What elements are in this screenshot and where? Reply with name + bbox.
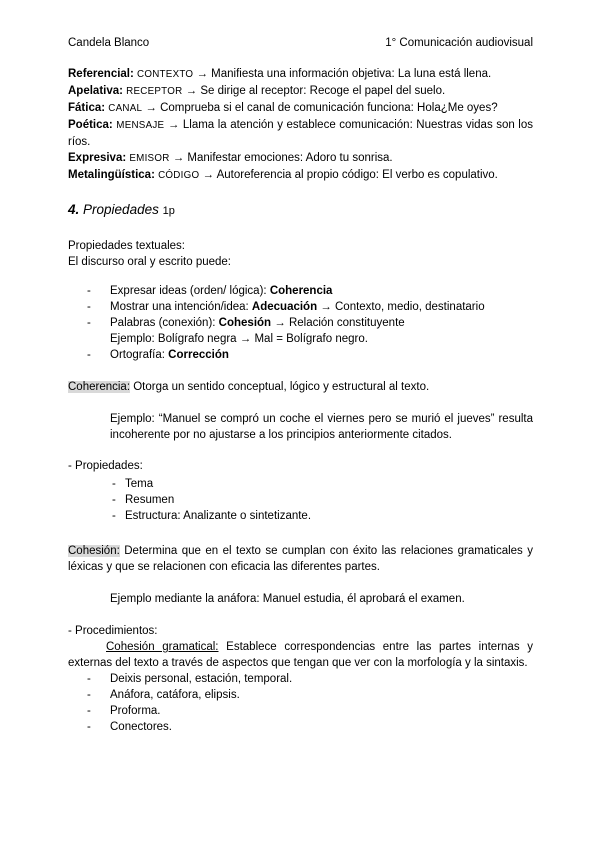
smallcaps-term: CÓDIGO (158, 170, 200, 181)
paragraph (68, 623, 533, 639)
text-segment: Determina que en el texto se cumplan con éxito las relaciones gramaticales y léxicas y que se relacionen con eficacia las diferentes partes. (68, 545, 533, 573)
text-segment: 1p (162, 205, 175, 217)
text-segment: Otorga un sentido conceptual, lógico y estructural al texto. (130, 381, 430, 393)
text-segment: Apelativa: (68, 85, 127, 97)
text-segment: Propiedades (83, 202, 159, 217)
text-segment: → Contexto, medio, destinatario (317, 301, 485, 313)
text-segment: Anáfora, catáfora, elipsis. (110, 689, 240, 701)
text-segment: Fática: (68, 102, 109, 114)
text-segment: → Manifestar emociones: Adoro tu sonrisa. (169, 152, 393, 164)
text-segment: → Se dirige al receptor: Recoge el papel del suelo. (182, 85, 446, 97)
text-segment: Estructura: Analizante o sintetizante. (125, 510, 312, 522)
spacer (68, 607, 533, 623)
text-segment: Ortografía: (110, 349, 169, 361)
paragraph (68, 66, 533, 83)
paragraph (110, 331, 533, 347)
paragraph (68, 117, 533, 150)
list-item (68, 492, 533, 508)
paragraph (68, 639, 533, 671)
text-segment: Tema (125, 478, 154, 490)
smallcaps-term: CONTEXTO (137, 69, 194, 80)
bullet-dash: - (87, 705, 91, 717)
text-segment: Establece correspondencias entre las partes internas y externas del texto a través de aspectos que tengan que ver con la morfología y la sintaxis. (68, 641, 533, 669)
spacer (68, 395, 533, 411)
text-segment: Adecuación (251, 301, 318, 313)
text-segment: - Propiedades: (68, 460, 143, 472)
header-author: Candela Blanco (68, 37, 150, 49)
text-segment: El discurso oral y escrito puede: (68, 256, 231, 268)
text-segment: Expresiva: (68, 152, 130, 164)
section-heading (68, 200, 533, 221)
list-item (68, 476, 533, 492)
text-segment: → Relación constituyente (271, 317, 405, 329)
spacer (68, 184, 533, 200)
paragraph (68, 238, 533, 254)
smallcaps-term: MENSAJE (116, 120, 165, 131)
paragraph (68, 150, 533, 167)
list-item (68, 347, 533, 363)
text-segment: Conectores. (110, 721, 173, 733)
spacer (68, 270, 533, 283)
underlined-term: Cohesión gramatical: (106, 641, 219, 653)
list-item (68, 703, 533, 719)
header-course: 1° Comunicación audiovisual (385, 37, 533, 49)
list-item (68, 671, 533, 687)
smallcaps-term: CANAL (108, 103, 143, 114)
spacer (68, 575, 533, 591)
smallcaps-term: RECEPTOR (126, 86, 183, 97)
bullet-dash: - (87, 689, 91, 701)
text-segment: Palabras (conexión): (110, 317, 219, 329)
bullet-dash: - (87, 301, 91, 313)
text-segment: Cohesión (218, 317, 272, 329)
bullet-dash: - (112, 510, 116, 522)
text-segment: Expresar ideas (orden/ lógica): (110, 285, 270, 297)
text-segment: → Comprueba si el canal de comunicación funciona: Hola¿Me oyes? (142, 102, 498, 114)
text-segment: Metalingüística: (68, 169, 159, 181)
text-segment: → Autoreferencia al propio código: El verbo es copulativo. (199, 169, 498, 181)
list-item (68, 315, 533, 331)
text-segment: Referencial: (68, 68, 138, 80)
paragraph (68, 100, 533, 117)
text-segment: Mostrar una intención/idea: (110, 301, 252, 313)
bullet-dash: - (112, 494, 116, 506)
spacer (68, 221, 533, 238)
text-segment: Poética: (68, 119, 117, 131)
text-segment: Ejemplo: Bolígrafo negra → Mal = Bolígrafo negro. (110, 333, 368, 345)
paragraph (68, 167, 533, 184)
highlighted-term: Coherencia: (68, 381, 131, 393)
text-segment: → Manifiesta una información objetiva: La luna está llena. (193, 68, 492, 80)
bullet-dash: - (87, 349, 91, 361)
text-segment: → Llama la atención y establece comunicación: Nuestras vidas son los ríos. (68, 119, 533, 148)
bullet-dash: - (112, 478, 116, 490)
text-segment: Deixis personal, estación, temporal. (110, 673, 293, 685)
paragraph (110, 591, 533, 607)
bullet-dash: - (87, 673, 91, 685)
paragraph (68, 543, 533, 575)
list-item (68, 299, 533, 315)
spacer (68, 524, 533, 543)
text-segment: 4. (68, 202, 80, 217)
list-item (68, 687, 533, 703)
spacer (68, 443, 533, 458)
document-body (68, 66, 533, 735)
paragraph (68, 83, 533, 100)
list-item (68, 719, 533, 735)
text-segment: Ejemplo: “Manuel se compró un coche el viernes pero se murió el jueves” resulta incoherente por no ajustarse a los principios anteriormente citados. (110, 413, 533, 441)
paragraph (68, 458, 533, 474)
text-segment: Corrección (168, 349, 229, 361)
bullet-dash: - (87, 317, 91, 329)
text-segment: Ejemplo mediante la anáfora: Manuel estudia, él aprobará el examen. (110, 593, 465, 605)
paragraph (68, 254, 533, 270)
paragraph (68, 379, 533, 395)
highlighted-term: Cohesión: (68, 545, 120, 557)
text-segment: Coherencia (269, 285, 333, 297)
text-segment: - Procedimientos: (68, 625, 158, 637)
text-segment: Resumen (125, 494, 175, 506)
bullet-dash: - (87, 285, 91, 297)
text-segment: Proforma. (110, 705, 161, 717)
text-segment: Propiedades textuales: (68, 240, 185, 252)
page-header (68, 35, 533, 51)
paragraph (110, 411, 533, 443)
bullet-dash: - (87, 721, 91, 733)
spacer (68, 363, 533, 379)
list-item (68, 508, 533, 524)
smallcaps-term: EMISOR (129, 153, 170, 164)
list-item (68, 283, 533, 299)
